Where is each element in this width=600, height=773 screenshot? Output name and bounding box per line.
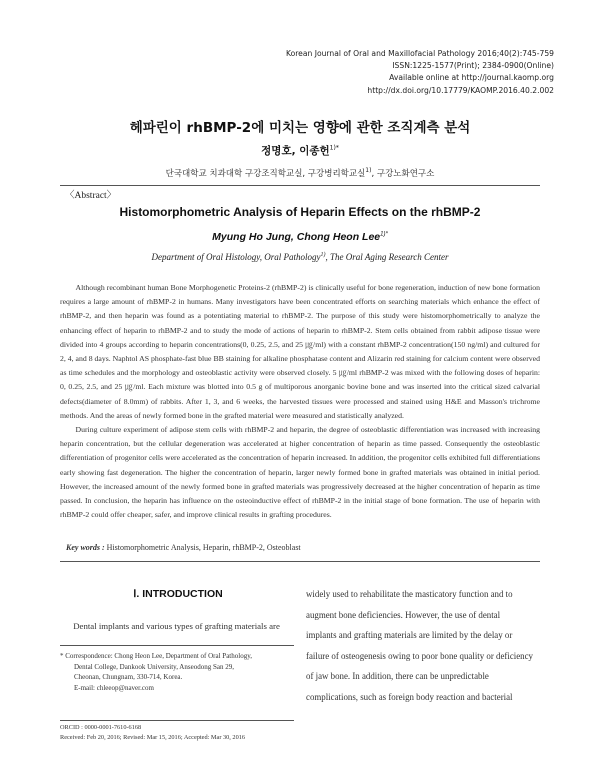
abstract-label: 〈Abstract〉 [65,191,117,201]
notes-divider [60,720,294,721]
english-authors [0,231,600,243]
article-notes [60,723,294,742]
introduction-right-column [306,584,540,708]
abstract-paragraph-1: Although recombinant human Bone Morphogenetic Proteins-2 (rhBMP-2) is clinically useful for bone regeneration, induction of new bone formation requires a large amount of rhBMP-2 in humans. Many investigators have been concentrated efforts on searching materials which enhance the effect of rhBMP-2, and then heparin was found as a potentiating material to rhBMP-2. The purpose of this study were histomorphometrically to analyze the enhancing effect of heparin to rhBMP-2 and to study the mode of actions of heparin to rhBMP-2. Stem cells obtained from rabbit adipose tissue were divided into 4 groups according to heparin concentrations(0, 0.25, 2.5, and 25 ㎍/ml) with a constant rhBMP-2 concentration(150 ng/ml) and cultured for 2, 4, and 8 days. Naphtol AS phosphate-fast blue BB staining for alkaline phosphatase content and Alizarin red staining for calcium content were observed as time schedules and the morphology and osteoblastic activity were observed closely. 5 ㎍/ml rhBMP-2 was mixed with the following doses of heparin: 0, 0.25, 2.5, and 25 ㎍/ml. Each mixture was blotted into 0.5 g of multiporous anorganic bovine bone and was inserted into the critical sized calvarial defects(diameter of 8.0mm) of rabbits. After 1, 3, and 6 weeks, the harvested tissues were processed and stained using H&E and Masson's trichrome methods. And the areas of newly formed bone in the grafted material were measured and statistically analyzed. [60,283,540,420]
korean-affiliation [0,167,600,179]
body-line: of jaw bone. In addition, there can be unpredictable [306,671,489,682]
english-author-marker: 1)* [380,231,388,238]
english-aff-part1: Department of Oral Histology, Oral Pathology [151,252,321,262]
korean-title: 헤파린이 rhBMP-2에 미치는 영향에 관한 조직계측 분석 [129,120,471,136]
top-divider [60,185,540,186]
correspondence-line-2: Dental College, Dankook University, Anseodong San 29, [74,662,234,671]
introduction-heading: Ⅰ. INTRODUCTION [133,588,223,600]
abstract-body [60,281,540,522]
footnote-divider [60,645,294,646]
received-dates: Received: Feb 20, 2016; Revised: Mar 15, 2016; Accepted: Mar 30, 2016 [60,733,246,741]
orcid: ORCID : 0000-0001-7610-6168 [60,724,142,731]
journal-issn: ISSN:1225-1577(Print); 2384-0900(Online) [392,61,554,71]
abstract-paragraph-2: During culture experiment of adipose stem cells with rhBMP-2 and heparin, the degree of osteoblastic differentiation was increased with increasing heparin concentration, but the cellular degeneration was accelerated at higher concentration of heparin as time passed. Consequently the osteoblastic differentiation of progenitor cells were accelerated as the concentration of heparin increased. In addition, the progenitor cells exhibited full differentiations early showing fast degeneration. The higher the concentration of heparin, larger newly formed bone in grafted materials was obtained in initial period. However, the increased amount of the newly formed bone in grafted materials was progressively decreased at the higher concentration of heparin as time passed. In conclusion, the heparin has influence on the osteoinductive effect of rhBMP-2 in the initial stage of bone formation. The use of heparin with rhBMP-2 could offer cheaper, safer, and improve clinical results in grafting procedures. [60,425,540,520]
body-line: implants and grafting materials are limited by the delay or [306,630,513,641]
korean-aff-part2: , 구강노화연구소 [371,169,435,179]
correspondence-footnote [60,651,294,693]
correspondence-line-1: * Correspondence: Chong Heon Lee, Department of Oral Pathology, [60,652,252,660]
journal-header [194,48,554,97]
english-author-names: Myung Ho Jung, Chong Heon Lee [212,231,381,243]
keywords-label: Key words : [66,543,105,552]
keywords-text: Histomorphometric Analysis, Heparin, rhBMP-2, Osteoblast [104,543,301,552]
body-line: widely used to rehabilitate the masticatory function and to [306,589,513,599]
body-line: complications, such as foreign body reaction and bacterial [306,691,513,702]
english-aff-part2: , The Oral Aging Research Center [325,252,449,262]
journal-url[interactable]: Available online at http://journal.kaomp.org [389,73,554,83]
bottom-divider [60,561,540,562]
korean-aff-part1: 단국대학교 치과대학 구강조직학교실, 구강병리학교실 [165,169,366,179]
correspondence-line-3: Cheonan, Chungnam, 330-714, Korea. [74,673,183,682]
english-affiliation [0,252,600,262]
correspondence-email[interactable]: E-mail: chleeop@naver.com [74,683,154,692]
korean-author-names: 정명호, 이종헌 [261,145,330,157]
body-line: failure of osteogenesis owing to poor bone quality or deficiency [306,650,533,661]
journal-doi[interactable]: http://dx.doi.org/10.17779/KAOMP.2016.40.2.002 [367,85,554,95]
english-title: Histomorphometric Analysis of Heparin Effects on the rhBMP-2 [119,205,481,219]
journal-citation: Korean Journal of Oral and Maxillofacial Pathology 2016;40(2):745-759 [285,49,554,58]
keywords [66,543,301,552]
korean-author-marker: 1)* [329,144,339,152]
body-line: augment bone deficiencies. However, the use of dental [306,609,501,620]
introduction-first-line: Dental implants and various types of grafting materials are [73,621,280,631]
korean-authors [0,143,600,158]
korean-aff-marker: 1) [365,167,372,175]
english-aff-marker: 1) [320,252,326,258]
